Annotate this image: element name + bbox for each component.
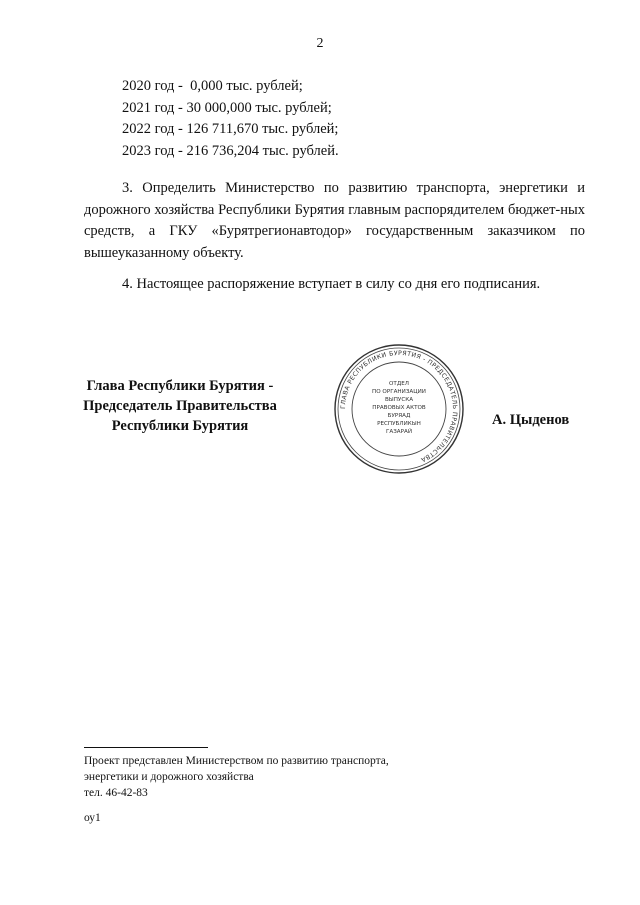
page-number: 2 <box>316 36 324 51</box>
budget-line-2022: 2022 год - 126 711,670 тыс. рублей; <box>122 121 339 137</box>
seal-center-line: ГАЗАРАЙ <box>385 429 413 435</box>
signatory-name: А. Цыденов <box>492 412 570 428</box>
footnote-line: энергетики и дорожного хозяйства <box>84 771 254 783</box>
paragraph-4: 4. Настоящее распоряжение вступает в силу со дня его подписания. <box>122 276 541 292</box>
signatory-title-line: Республики Бурятия <box>111 418 249 434</box>
seal-center-line: БУРЯАД <box>387 413 411 419</box>
seal-center-line: ПО ОРГАНИЗАЦИИ <box>372 389 426 395</box>
paragraph-3: 3. Определить Министерство по развитию транспорта, энергетики и дорожного хозяйства Республики Бурятия главным распорядителем бюджет-ных средств, а ГКУ «Бурятрегионавтодор» государственным заказчиком по вышеуказанному объекту. <box>84 180 585 261</box>
seal-center-line: ВЫПУСКА <box>384 397 414 403</box>
document-code: оу1 <box>84 812 101 824</box>
seal-center-line: РЕСПУБЛИКЫН <box>377 421 421 427</box>
footnote-phone: тел. 46-42-83 <box>84 787 148 799</box>
budget-list <box>122 76 339 162</box>
seal-center-line: ПРАВОВЫХ АКТОВ <box>372 405 426 411</box>
official-seal-icon <box>333 343 465 475</box>
seal-ring-text: ГЛАВА РЕСПУБЛИКИ БУРЯТИЯ - ПРЕДСЕДАТЕЛЬ ПРАВИТЕЛЬСТВА <box>339 349 459 464</box>
budget-line-2020: 2020 год - 0,000 тыс. рублей; <box>122 78 303 94</box>
seal-center-line: ОТДЕЛ <box>389 381 409 387</box>
footnote <box>84 753 389 801</box>
footnote-divider <box>84 747 208 748</box>
budget-line-2023: 2023 год - 216 736,204 тыс. рублей. <box>122 142 339 159</box>
signatory-title <box>80 376 280 436</box>
budget-line-2021: 2021 год - 30 000,000 тыс. рублей; <box>122 99 332 116</box>
signatory-title-line: Председатель Правительства <box>83 398 277 414</box>
signatory-title-line: Глава Республики Бурятия - <box>86 378 274 394</box>
footnote-line: Проект представлен Министерством по развитию транспорта, <box>84 755 389 767</box>
